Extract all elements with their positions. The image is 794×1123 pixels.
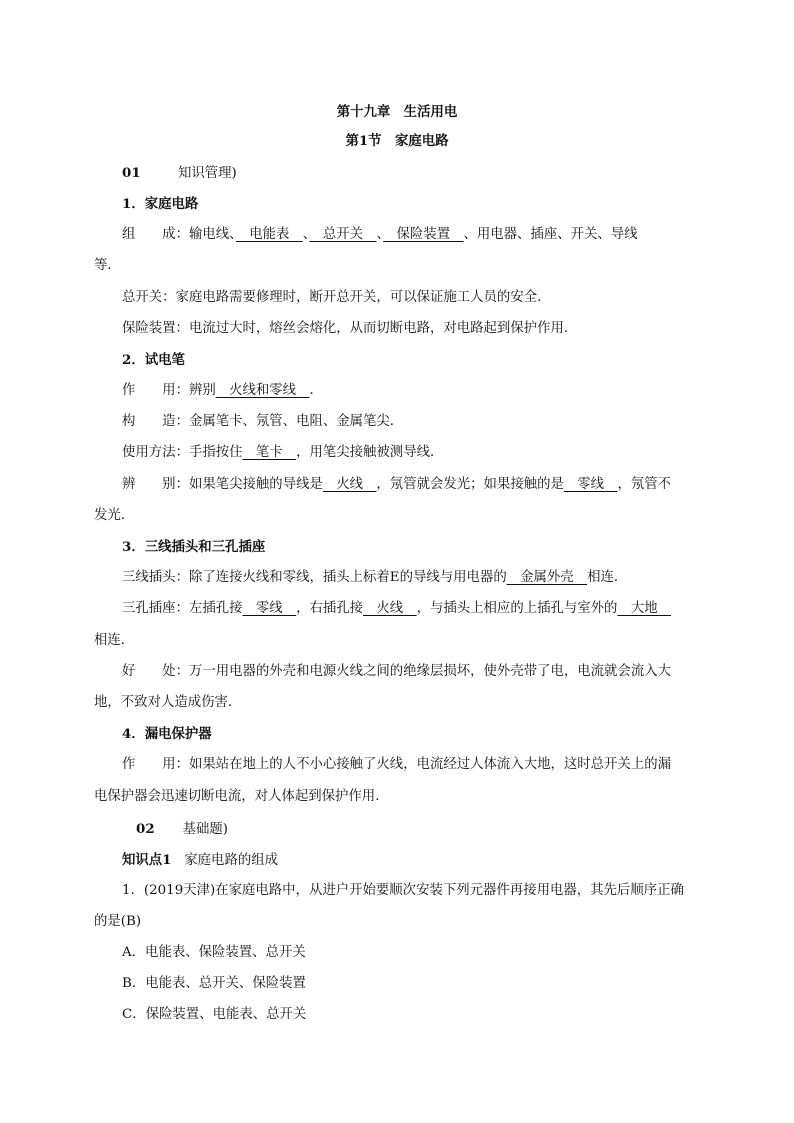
item2-identify-cont: 发光． (94, 508, 135, 523)
usage-post: ，用笔尖接触被测导线． (296, 445, 444, 460)
item1-composition-cont: 等． (94, 258, 121, 273)
answer-blank: 总开关 (309, 227, 377, 242)
separator: 、 (302, 227, 310, 242)
answer-blank: 火线 (363, 601, 417, 616)
benefit-text: ：万一用电器的外壳和电源火线之间的绝缘层损坏，使外壳带了电，电流就会流入大 (175, 664, 672, 679)
item3-socket-cont: 相连． (94, 633, 135, 648)
item1-composition (122, 226, 638, 244)
composition-label: 组 成 (122, 227, 176, 242)
usage-pre: ：手指按住 (175, 445, 243, 460)
answer-blank: 电能表 (235, 227, 303, 242)
question1-option-b: B．电能表、总开关、保险装置 (122, 976, 306, 991)
benefit-label: 好 处 (122, 664, 176, 679)
plug-post: 相连． (587, 570, 628, 585)
function-post: ． (309, 383, 323, 398)
answer-blank: 保险装置 (383, 227, 464, 242)
item4-function-cont: 电保护器会迅速切断电流，对人体起到保护作用． (94, 789, 389, 804)
composition-post: 、用电器、插座、开关、导线 (463, 227, 638, 242)
item2-function (122, 382, 323, 400)
item3-heading: 3．三线插头和三孔插座 (122, 539, 266, 555)
item3-socket (122, 600, 671, 618)
part2-title: 基础题) (182, 822, 229, 837)
answer-blank: 零线 (563, 477, 618, 492)
answer-blank: 金属外壳 (506, 570, 588, 585)
item2-usage (122, 444, 443, 462)
section-title-text: 第1节 家庭电路 (345, 133, 449, 149)
answer-blank: 火线和零线 (215, 383, 310, 398)
composition-pre: ：输电线、 (175, 227, 236, 242)
answer-blank: 大地 (617, 601, 672, 616)
plug-pre: ：除了连接火线和零线，插头上标着E的导线与用电器的 (175, 570, 507, 585)
function-pre: ：辨别 (175, 383, 216, 398)
identify-post: ，氖管不 (617, 477, 672, 492)
item1-heading: 1．家庭电路 (122, 196, 199, 212)
socket-pre: ：左插孔接 (175, 601, 243, 616)
part1-title: 知识管理) (177, 166, 237, 181)
socket-label: 三孔插座 (122, 601, 176, 616)
question1-stem-cont: 的是(B) (94, 914, 142, 929)
item4-heading: 4．漏电保护器 (122, 726, 212, 742)
socket-mid: ，与插头上相应的上插孔与室外的 (416, 601, 618, 616)
item2-heading: 2．试电笔 (122, 352, 185, 368)
separator: 、 (376, 227, 384, 242)
item3-plug (122, 569, 627, 587)
answer-blank: 笔卡 (242, 445, 297, 460)
knowledge-point-label: 知识点1 (122, 852, 172, 868)
part1-number: 01 (122, 165, 141, 181)
knowledge-point-title: 家庭电路的组成 (184, 853, 279, 868)
structure-text: ：金属笔卡、氖管、电阻、金属笔尖． (175, 414, 404, 429)
identify-mid: ，氖管就会发光；如果接触的是 (376, 477, 564, 492)
section-title (0, 132, 794, 151)
function-text: ：如果站在地上的人不小心接触了火线，电流经过人体流入大地，这时总开关上的漏 (175, 757, 672, 772)
structure-label: 构 造 (122, 414, 176, 429)
chapter-title: 第十九章 生活用电 (336, 104, 458, 120)
item3-benefit (122, 663, 671, 681)
socket-mid: ，右插孔接 (296, 601, 364, 616)
item2-structure (122, 413, 403, 431)
answer-blank: 零线 (242, 601, 297, 616)
plug-label: 三线插头 (122, 570, 176, 585)
fuse-note: 保险装置：电流过大时，熔丝会熔化，从而切断电路，对电路起到保护作用． (122, 321, 578, 336)
question1-option-c: C．保险装置、电能表、总开关 (122, 1007, 307, 1022)
knowledge-point (122, 851, 278, 870)
answer-blank: 火线 (322, 477, 377, 492)
item4-function (122, 756, 671, 774)
part2-number: 02 (136, 821, 155, 837)
question1-option-a: A．电能表、保险装置、总开关 (122, 945, 306, 960)
function-label: 作 用 (122, 383, 176, 398)
part1-header (122, 164, 237, 183)
item3-benefit-cont: 地，不致对人造成伤害． (94, 695, 242, 710)
question1-stem: 1．(2019天津)在家庭电路中，从进户开始要顺次安装下列元器件再接用电器，其先后顺序正确 (122, 883, 684, 898)
part2-header (136, 820, 228, 839)
identify-pre: ：如果笔尖接触的导线是 (175, 477, 323, 492)
item2-identify (122, 476, 671, 494)
usage-label: 使用方法 (122, 445, 176, 460)
function-label: 作 用 (122, 757, 176, 772)
identify-label: 辨 别 (122, 477, 176, 492)
main-switch-note: 总开关：家庭电路需要修理时，断开总开关，可以保证施工人员的安全． (122, 290, 551, 305)
